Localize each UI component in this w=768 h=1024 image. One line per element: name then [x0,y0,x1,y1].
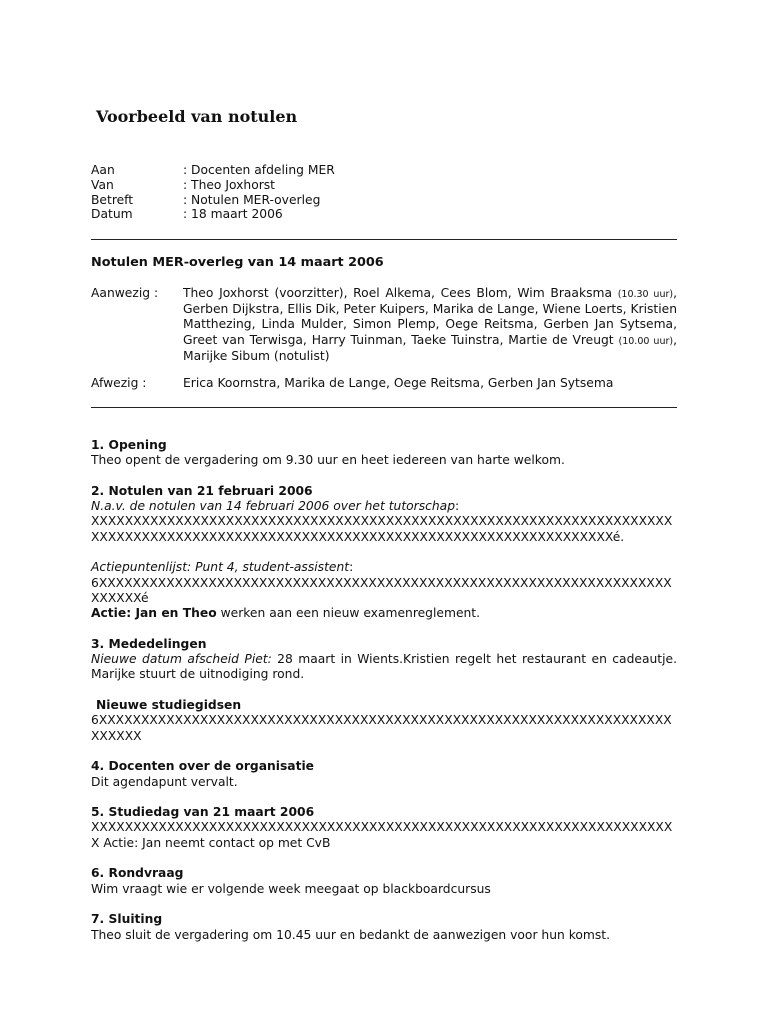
absentees-label: Afwezig : [91,376,147,390]
section-text [91,820,677,851]
colon: : [349,560,354,575]
placeholder-text: 6XXXXXXXXXXXXXXXXXXXXXXXXXXXXXXXXXXXXXXXXXXXXXXXXXXXXXXXXXXXXXXXXXXXXXXXXXX [91,713,672,743]
attendees-time: (10.00 uur) [618,335,674,347]
action-text: Actie: Jan neemt contact op met CvB [99,835,331,850]
placeholder-text: XXXXXXXXXXXXXXXXXXXXXXXXXXXXXXXXXXXXXXXXXXXXXXXXXXXXXXXXXXXXXXXXXXXXXX [91,820,673,850]
section-heading: 5. Studiedag van 21 maart 2006 [91,805,315,820]
section-text: Theo opent de vergadering om 9.30 uur en heet iedereen van harte welkom. [91,453,565,468]
memo-row-van [91,178,491,193]
memo-key: Aan [91,163,115,177]
section-heading: 6. Rondvraag [91,866,184,881]
section-heading: 3. Mededelingen [91,636,207,651]
attendees-time: (10.30 uur) [617,289,674,300]
section-italic: Nieuwe datum afscheid Piet: [91,652,272,667]
section-text-rest: 28 maart in Wients.Kristien regelt het restaurant en cadeautje. Marijke stuurt de uitnodiging rond. [91,652,677,682]
memo-value: : Docenten afdeling MER [183,163,335,177]
placeholder-text: 6XXXXXXXXXXXXXXXXXXXXXXXXXXXXXXXXXXXXXXXXXXXXXXXXXXXXXXXXXXXXXXXXXXXXXXXXXXé [91,575,672,605]
section-subline [91,560,677,575]
memo-value: : 18 maart 2006 [183,207,283,222]
memo-key: Betreft [91,192,134,207]
section-heading: 1. Opening [91,438,167,452]
placeholder-text: XXXXXXXXXXXXXXXXXXXXXXXXXXXXXXXXXXXXXXXXXXXXXXXXXXXXXXXXXXXXXXXXXXXXXXXXXXXXXXXXXXXXXXXXXXXXXXXXXXXXXXXXXXXXXXXXXXXXXXXXXXXXXXXXXXXé. [91,514,673,544]
memo-key: Datum [91,207,133,222]
sub-heading: Nieuwe studiegidsen [96,698,242,713]
colon: : [455,499,460,514]
absentees-block [91,376,677,391]
section-heading: 2. Notulen van 21 februari 2006 [91,483,313,498]
attendees-text: , Gerben Dijkstra, Ellis Dik, Peter Kuipers, Marika de Lange, Wiene Loerts, Kristien Matthezing, Linda Mulder, Simon Plemp, Oege Reitsma, Gerben Jan Sytsema, Greet van Terwisga, Harry Tuinman, Taeke Tuinstra, Martie de Vreugt [183,286,678,347]
attendees-label: Aanwezig : [91,286,159,300]
memo-key: Van [91,177,114,192]
memo-row-datum [91,207,491,222]
section-heading: 7. Sluiting [91,912,163,927]
section-heading: 4. Docenten over de organisatie [91,759,315,774]
memo-header [91,163,491,222]
section-text: Dit agendapunt vervalt. [91,774,238,789]
attendees-text: , Marijke Sibum (notulist) [183,332,677,363]
attendees-text: Theo Joxhorst (voorzitter), Roel Alkema, Cees Blom, Wim Braaksma [183,286,618,300]
minutes-subtitle: Notulen MER-overleg van 14 maart 2006 [91,255,384,270]
attendees-block [91,286,677,364]
action-text: werken aan een nieuw examenreglement. [216,606,481,621]
section-text: Wim vraagt wie er volgende week meegaat op blackboardcursus [91,881,491,896]
action-label: Actie: Jan en Theo [91,606,217,621]
memo-row-aan [91,163,491,178]
minutes-body [91,438,677,943]
section-subline [91,499,677,514]
document-title: Voorbeeld van notulen [96,107,298,126]
section-italic: Actiepuntenlijst: Punt 4, student-assistent [91,560,350,575]
divider [91,239,677,240]
section-italic: N.a.v. de notulen van 14 februari 2006 over het tutorschap [91,499,456,514]
absentees-list: Erica Koornstra, Marika de Lange, Oege Reitsma, Gerben Jan Sytsema [183,376,614,390]
memo-row-betreft [91,193,491,208]
memo-value: : Notulen MER-overleg [183,192,321,207]
divider [91,407,677,408]
section-text [91,652,677,683]
memo-value: : Theo Joxhorst [183,177,276,192]
attendees-list [183,286,677,364]
action-line [91,606,677,621]
section-text: Theo sluit de vergadering om 10.45 uur en bedankt de aanwezigen voor hun komst. [91,927,611,942]
